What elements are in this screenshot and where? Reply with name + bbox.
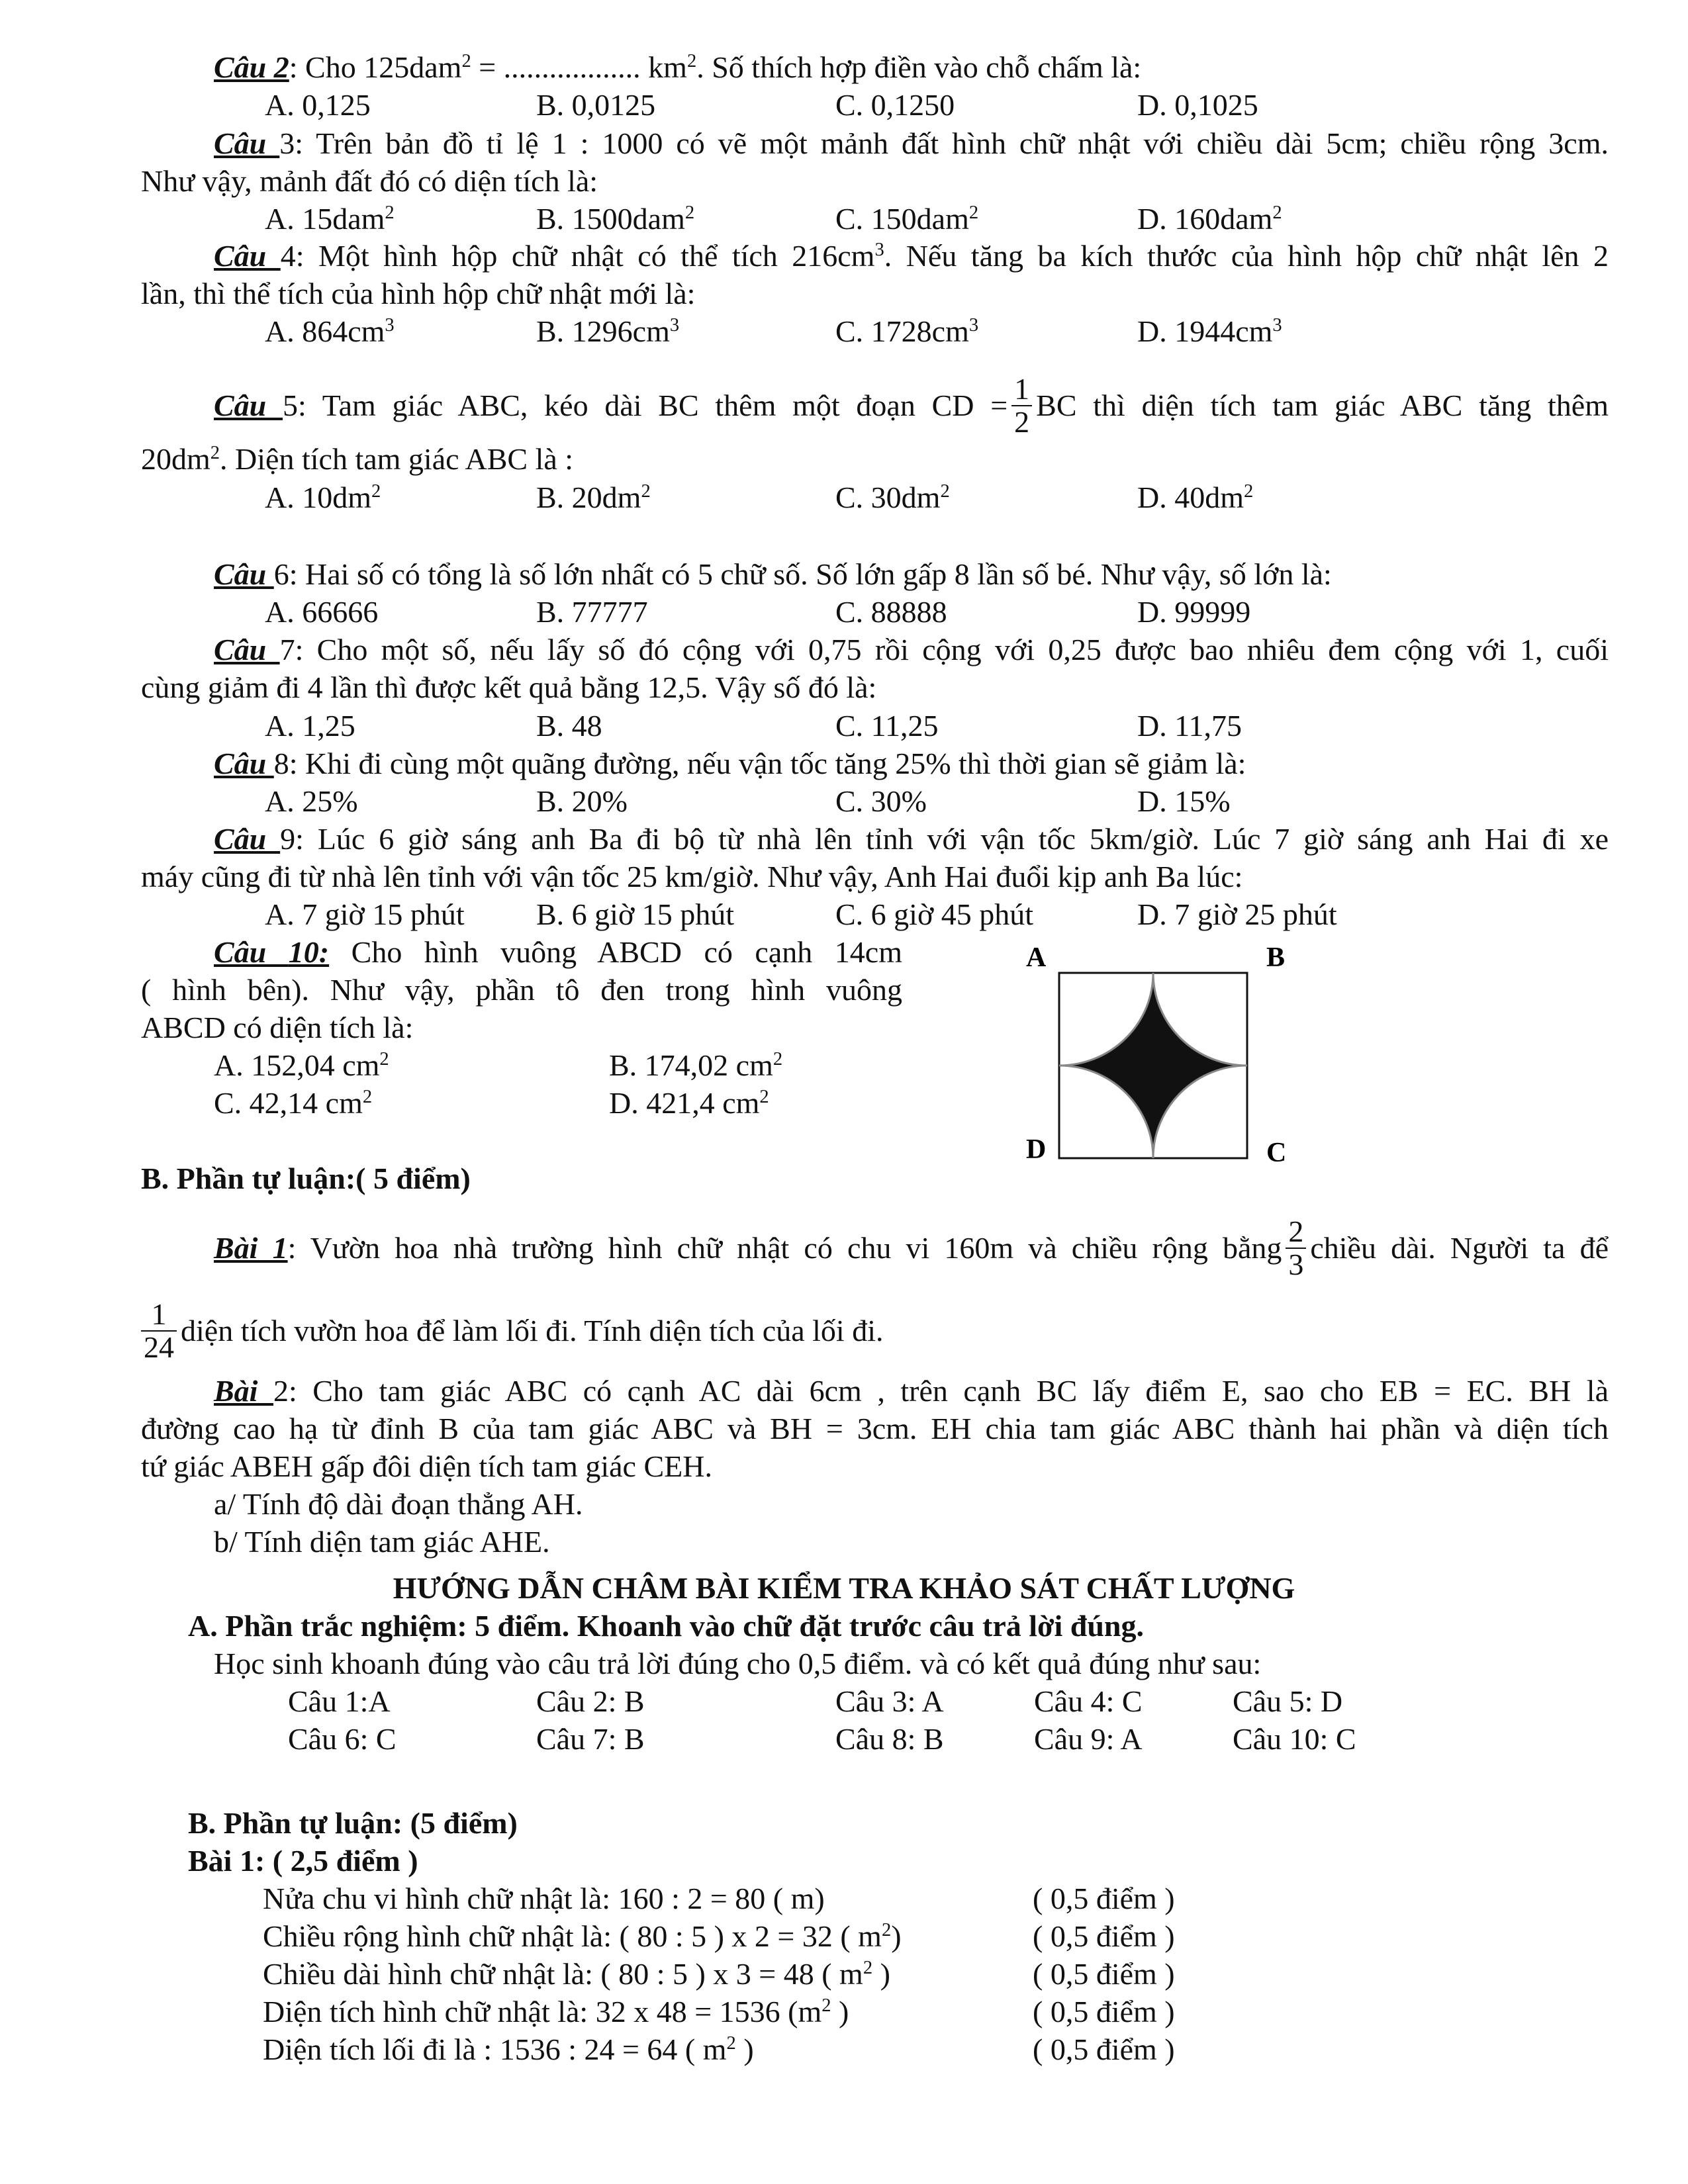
option: A. 66666 — [265, 595, 379, 629]
option: A. 25% — [265, 784, 358, 818]
option: B. 174,02 $cm^2$ — [609, 1048, 783, 1082]
step-score: ( 0,5 điểm ) — [1033, 1882, 1175, 1915]
option: B. 6 giờ 15 phút — [536, 897, 735, 931]
answer: Câu 10: C — [1233, 1722, 1356, 1756]
step-text: Diện tích lối đi là : 1536 : 24 = 64 ( $m^2$ ) — [263, 2032, 754, 2066]
guide-bai-1-heading: Bài 1: ( 2,5 điểm ) — [188, 1844, 418, 1878]
square-figure — [1013, 940, 1304, 1165]
option: D. 11,75 — [1137, 709, 1243, 743]
question-10-line3: ABCD có diện tích là: — [141, 1011, 414, 1044]
step-text: Chiều dài hình chữ nhật là: ( 80 : 5 ) x 3 = 48 ( $m^2$ ) — [263, 1957, 890, 1991]
fraction-one-half: $\frac{1}{2}$ — [1011, 373, 1032, 439]
option: B. $20dm^2$ — [536, 480, 651, 514]
fraction-one-24th: $\frac{1}{24}$ — [141, 1298, 177, 1364]
answer: Câu 9: A — [1034, 1722, 1143, 1756]
option: B. 20% — [536, 784, 628, 818]
option: C. $1728cm^3$ — [835, 314, 979, 348]
option: D. $1944cm^3$ — [1137, 314, 1282, 348]
option: D. 421,4 $cm^2$ — [609, 1086, 769, 1120]
answer: Câu 4: C — [1034, 1684, 1143, 1718]
guide-part-b: B. Phần tự luận: (5 điểm) — [188, 1806, 518, 1840]
option: D. $40dm^2$ — [1137, 480, 1254, 514]
option: A. 152,04 $cm^2$ — [214, 1048, 389, 1082]
answer: Câu 5: D — [1233, 1684, 1343, 1718]
option: A. 0,125 — [265, 88, 371, 122]
question-7-line2: cùng giảm đi 4 lần thì được kết quả bằng 12,5. Vậy số đó là: — [141, 670, 877, 704]
option: C. 11,25 — [835, 709, 939, 743]
question-4-line1: Câu 4: Một hình hộp chữ nhật có thể tích $216cm^3$. Nếu tăng ba kích thước của hình hộp chữ nhật lên 2 — [214, 239, 1609, 273]
option: C. 6 giờ 45 phút — [835, 897, 1034, 931]
option: C. 42,14 $cm^2$ — [214, 1086, 373, 1120]
option: D. 15% — [1137, 784, 1231, 818]
option: C. 0,1250 — [835, 88, 955, 122]
question-label: Câu 2 — [214, 50, 289, 84]
answer: Câu 3: A — [835, 1684, 944, 1718]
step-score: ( 0,5 điểm ) — [1033, 2032, 1175, 2066]
question-2: Câu 2: Cho 125dam$^2$ = .................. $km^2$. Số thích hợp điền vào chỗ chấm là: — [214, 50, 1142, 84]
question-9-line1: Câu 9: Lúc 6 giờ sáng anh Ba đi bộ từ nhà lên tỉnh với vận tốc 5km/giờ. Lúc 7 giờ sáng anh Hai đi xe — [214, 822, 1609, 856]
option: D. 99999 — [1137, 595, 1251, 629]
option: A. 15dam$^2$ — [265, 202, 395, 236]
option: A. $864cm^3$ — [265, 314, 395, 348]
step-text: Chiều rộng hình chữ nhật là: ( 80 : 5 ) x 2 = 32 ( $m^2$) — [263, 1919, 902, 1953]
question-7-line1: Câu 7: Cho một số, nếu lấy số đó cộng với 0,75 rồi cộng với 0,25 được bao nhiêu đem cộng với 1, cuối — [214, 633, 1609, 666]
answer: Câu 8: B — [835, 1722, 944, 1756]
guide-part-a: A. Phần trắc nghiệm: 5 điểm. Khoanh vào chữ đặt trước câu trả lời đúng. — [188, 1609, 1145, 1643]
question-5-line2: $20dm^2$. Diện tích tam giác ABC là : — [141, 442, 574, 476]
option: B. 48 — [536, 709, 602, 743]
vertex-b-label: B — [1266, 942, 1286, 973]
bai-1-line2: $\frac{1}{24}$ diện tích vườn hoa để làm lối đi. Tính diện tích của lối đi. — [141, 1301, 883, 1367]
option: A. 7 giờ 15 phút — [265, 897, 465, 931]
guide-instruction: Học sinh khoanh đúng vào câu trả lời đúng cho 0,5 điểm. và có kết quả đúng như sau: — [214, 1647, 1262, 1680]
step-score: ( 0,5 điểm ) — [1033, 1919, 1175, 1953]
option: A. $10dm^2$ — [265, 480, 381, 514]
bai-2-part-a: a/ Tính độ dài đoạn thẳng AH. — [214, 1487, 583, 1521]
question-9-line2: máy cũng đi từ nhà lên tỉnh với vận tốc 25 km/giờ. Như vậy, Anh Hai đuổi kịp anh Ba lúc: — [141, 860, 1243, 893]
bai-2-line1: Bài 2: Cho tam giác ABC có cạnh AC dài 6cm , trên cạnh BC lấy điểm E, sao cho EB = EC. BH là — [214, 1374, 1609, 1408]
option: B. 77777 — [536, 595, 648, 629]
option: C. 30% — [835, 784, 927, 818]
fraction-two-thirds: $\frac{2}{3}$ — [1286, 1216, 1306, 1281]
option: D. 0,1025 — [1137, 88, 1258, 122]
option: C. 150dam$^2$ — [835, 202, 979, 236]
part-b-heading: B. Phần tự luận:( 5 điểm) — [141, 1161, 471, 1195]
answer: Câu 7: B — [536, 1722, 645, 1756]
question-3-line1: Câu 3: Trên bản đồ tỉ lệ 1 : 1000 có vẽ một mảnh đất hình chữ nhật với chiều dài 5cm; chiều rộng 3cm. — [214, 126, 1609, 160]
vertex-c-label: C — [1266, 1138, 1287, 1165]
question-3-line2: Như vậy, mảnh đất đó có diện tích là: — [141, 164, 598, 198]
option: B. $1296cm^3$ — [536, 314, 680, 348]
question-6-line1: Câu 6: Hai số có tổng là số lớn nhất có 5 chữ số. Số lớn gấp 8 lần số bé. Như vậy, số lớn là: — [214, 557, 1332, 591]
answer: Câu 6: C — [288, 1722, 397, 1756]
guide-title: HƯỚNG DẪN CHÂM BÀI KIỂM TRA KHẢO SÁT CHẤT LƯỢNG — [393, 1571, 1295, 1605]
bai-1-line1: Bài 1: Vườn hoa nhà trường hình chữ nhật có chu vi 160m và chiều rộng bằng $\frac{2}{3}$ chiều dài. Người ta để — [214, 1214, 1609, 1282]
option: C. 88888 — [835, 595, 947, 629]
step-text: Diện tích hình chữ nhật là: 32 x 48 = 1536 ($m^2$ ) — [263, 1995, 849, 2028]
shaded-star — [1059, 973, 1247, 1158]
answer: Câu 1:A — [288, 1684, 391, 1718]
answer: Câu 2: B — [536, 1684, 645, 1718]
option: D. 7 giờ 25 phút — [1137, 897, 1337, 931]
option: B. 0,0125 — [536, 88, 656, 122]
option: B. 1500dam$^2$ — [536, 202, 695, 236]
vertex-a-label: A — [1026, 942, 1047, 973]
question-5-line1: Câu 5: Tam giác ABC, kéo dài BC thêm một đoạn CD = $\frac{1}{2}$ BC thì diện tích tam giác ABC tăng thêm — [214, 372, 1609, 439]
step-score: ( 0,5 điểm ) — [1033, 1957, 1175, 1991]
question-4-line2: lần, thì thể tích của hình hộp chữ nhật mới là: — [141, 277, 696, 310]
question-10-line2: ( hình bên). Như vậy, phần tô đen trong hình vuông — [141, 973, 902, 1007]
step-text: Nửa chu vi hình chữ nhật là: 160 : 2 = 80 ( m) — [263, 1882, 825, 1915]
option: A. 1,25 — [265, 709, 355, 743]
bai-2-line3: tứ giác ABEH gấp đôi diện tích tam giác CEH. — [141, 1449, 712, 1483]
vertex-d-label: D — [1026, 1134, 1047, 1165]
bai-2-line2: đường cao hạ từ đỉnh B của tam giác ABC và BH = 3cm. EH chia tam giác ABC thành hai phần và diện tích — [141, 1412, 1609, 1445]
question-8-line1: Câu 8: Khi đi cùng một quãng đường, nếu vận tốc tăng 25% thì thời gian sẽ giảm là: — [214, 747, 1246, 780]
question-10-line1: Câu 10: Cho hình vuông ABCD có cạnh 14cm — [214, 935, 902, 969]
bai-2-part-b: b/ Tính diện tam giác AHE. — [214, 1525, 550, 1559]
option: D. 160dam$^2$ — [1137, 202, 1282, 236]
option: C. $30dm^2$ — [835, 480, 950, 514]
step-score: ( 0,5 điểm ) — [1033, 1995, 1175, 2028]
